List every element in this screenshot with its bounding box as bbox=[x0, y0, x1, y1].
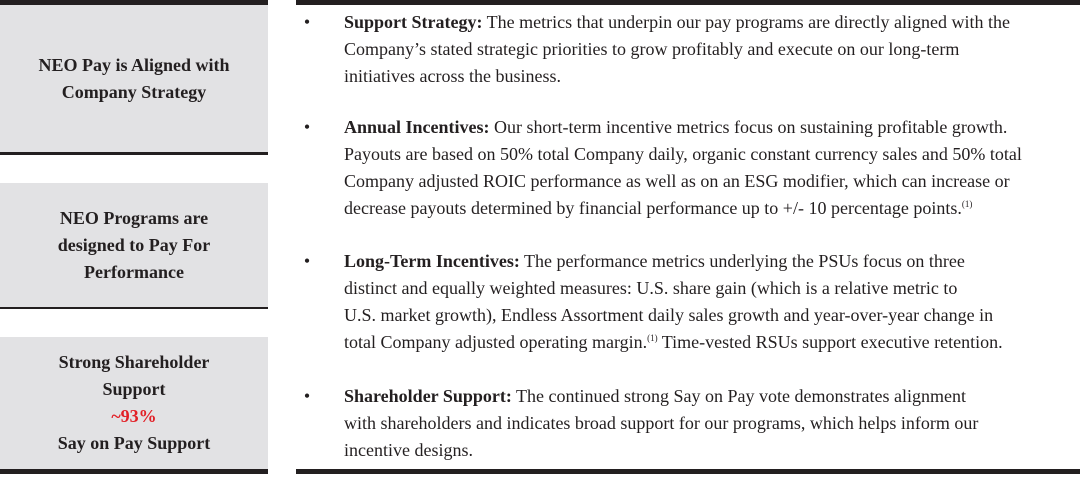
bullet-annual-incentives bbox=[344, 114, 1080, 222]
bullet-label: Shareholder Support: bbox=[344, 386, 512, 406]
box-text: NEO Programs are bbox=[59, 207, 209, 228]
box-text: Strong Shareholder bbox=[58, 352, 210, 372]
box-text: NEO Pay is Aligned with bbox=[38, 54, 230, 75]
bullet-text: total Company adjusted operating margin. bbox=[344, 332, 648, 352]
bullet-text: Our short-term incentive metrics focus on sustaining profitable growth. bbox=[489, 117, 1008, 137]
divider bbox=[0, 152, 268, 155]
bullet-text: with shareholders and indicates broad support for our programs, which helps inform our bbox=[344, 413, 979, 433]
bullet-marker: • bbox=[303, 12, 311, 32]
bullet-label: Annual Incentives: bbox=[344, 117, 490, 137]
box-text: Say on Pay Support bbox=[57, 433, 211, 453]
bullet-text: distinct and equally weighted measures: U.S. share gain (which is a relative metric to bbox=[344, 278, 958, 298]
strategy-alignment-box bbox=[0, 5, 268, 152]
divider bbox=[0, 469, 268, 474]
bullet-text: incentive designs. bbox=[344, 440, 473, 460]
bullet-long-term-incentives bbox=[344, 248, 1080, 356]
say-on-pay-percentage: ~93% bbox=[111, 406, 157, 426]
bullet-text: Payouts are based on 50% total Company daily, organic constant currency sales and 50% total bbox=[344, 144, 1022, 164]
box-text: Company Strategy bbox=[61, 81, 207, 102]
box-text: designed to Pay For bbox=[57, 234, 211, 255]
bullet-support-strategy bbox=[344, 9, 1080, 90]
bullet-marker: • bbox=[303, 386, 311, 406]
bullet-text: The continued strong Say on Pay vote demonstrates alignment bbox=[511, 386, 966, 406]
bullet-text: U.S. market growth), Endless Assortment daily sales growth and year-over-year change in bbox=[344, 305, 994, 325]
pay-for-performance-box bbox=[0, 183, 268, 307]
bullet-marker: • bbox=[303, 251, 311, 271]
footnote-ref: (1) bbox=[647, 333, 658, 343]
divider bbox=[296, 0, 1080, 5]
footnote-ref: (1) bbox=[961, 199, 973, 209]
divider bbox=[0, 307, 268, 309]
bullet-label: Support Strategy: bbox=[344, 12, 483, 32]
box-text: Performance bbox=[84, 261, 184, 282]
bullet-shareholder-support bbox=[344, 383, 1080, 464]
bullet-text: initiatives across the business. bbox=[344, 66, 561, 86]
bullet-text: Time-vested RSUs support executive retention. bbox=[657, 332, 1003, 352]
shareholder-support-box bbox=[0, 337, 268, 469]
box-text: Support bbox=[102, 379, 166, 399]
bullet-text: Company adjusted ROIC performance as well as on an ESG modifier, which can increase or bbox=[344, 171, 1010, 191]
bullet-text: Company’s stated strategic priorities to grow profitably and execute on our long-term bbox=[344, 39, 960, 59]
bullet-text: The performance metrics underlying the PSUs focus on three bbox=[519, 251, 965, 271]
bullet-marker: • bbox=[303, 117, 311, 137]
bullet-text: decrease payouts determined by financial performance up to +/- 10 percentage points. bbox=[344, 198, 962, 218]
bullet-text: The metrics that underpin our pay programs are directly aligned with the bbox=[482, 12, 1011, 32]
bullet-label: Long-Term Incentives: bbox=[344, 251, 520, 271]
divider bbox=[296, 469, 1080, 474]
